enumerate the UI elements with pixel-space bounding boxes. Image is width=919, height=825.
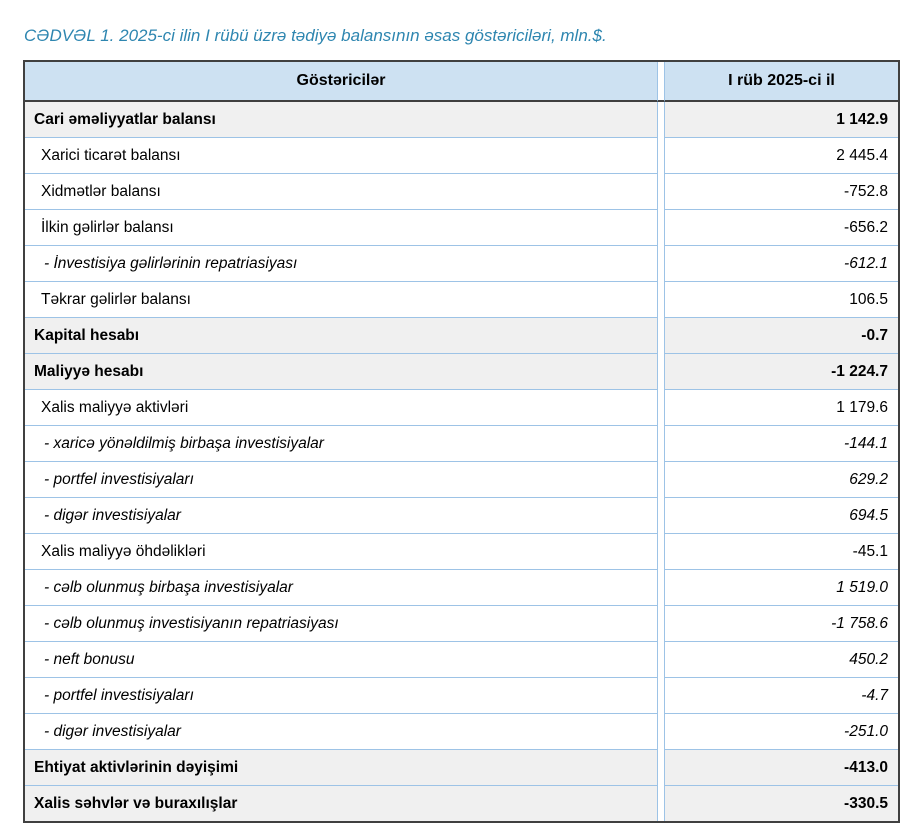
table-row	[25, 462, 898, 498]
row-label: İlkin gəlirlər balansı	[25, 210, 658, 246]
table-row	[25, 786, 898, 821]
row-value: -413.0	[664, 750, 898, 786]
row-value: -612.1	[664, 246, 898, 282]
table-row	[25, 570, 898, 606]
row-value: -4.7	[664, 678, 898, 714]
table-row	[25, 174, 898, 210]
row-value: 2 445.4	[664, 138, 898, 174]
table-header-row	[25, 62, 898, 102]
table-row	[25, 390, 898, 426]
row-label: Ehtiyat aktivlərinin dəyişimi	[25, 750, 658, 786]
table-row	[25, 678, 898, 714]
row-value: 1 519.0	[664, 570, 898, 606]
table-row	[25, 606, 898, 642]
row-value: 1 142.9	[664, 102, 898, 138]
balance-table	[25, 62, 898, 821]
table-row	[25, 102, 898, 138]
table-row	[25, 534, 898, 570]
column-header-period: I rüb 2025-ci il	[664, 62, 898, 102]
row-value: -752.8	[664, 174, 898, 210]
row-label: Təkrar gəlirlər balansı	[25, 282, 658, 318]
table-row	[25, 282, 898, 318]
row-label: Maliyyə hesabı	[25, 354, 658, 390]
table-row	[25, 138, 898, 174]
row-label: - neft bonusu	[25, 642, 658, 678]
page-title: CƏDVƏL 1. 2025-ci ilin I rübü üzrə tədiyə balansının əsas göstəriciləri, mln.$.	[24, 26, 607, 45]
row-label: - xaricə yönəldilmiş birbaşa investisiyalar	[25, 426, 658, 462]
row-label: - portfel investisiyaları	[25, 462, 658, 498]
row-label: Xalis səhvlər və buraxılışlar	[25, 786, 658, 821]
table-row	[25, 354, 898, 390]
row-label: - digər investisiyalar	[25, 714, 658, 750]
row-value: -330.5	[664, 786, 898, 821]
row-value: -251.0	[664, 714, 898, 750]
table-row	[25, 750, 898, 786]
row-value: -144.1	[664, 426, 898, 462]
row-label: Xalis maliyyə öhdəlikləri	[25, 534, 658, 570]
row-label: - cəlb olunmuş investisiyanın repatriasiyası	[25, 606, 658, 642]
row-label: Xalis maliyyə aktivləri	[25, 390, 658, 426]
table-row	[25, 714, 898, 750]
row-value: 694.5	[664, 498, 898, 534]
row-value: 450.2	[664, 642, 898, 678]
row-label: Xarici ticarət balansı	[25, 138, 658, 174]
row-value: -656.2	[664, 210, 898, 246]
table-row	[25, 318, 898, 354]
row-label: - portfel investisiyaları	[25, 678, 658, 714]
row-label: - digər investisiyalar	[25, 498, 658, 534]
row-label: Xidmətlər balansı	[25, 174, 658, 210]
row-value: -45.1	[664, 534, 898, 570]
row-label: - İnvestisiya gəlirlərinin repatriasiyası	[25, 246, 658, 282]
row-label: Kapital hesabı	[25, 318, 658, 354]
row-value: -0.7	[664, 318, 898, 354]
row-value: -1 758.6	[664, 606, 898, 642]
table-row	[25, 426, 898, 462]
table-row	[25, 246, 898, 282]
table-row	[25, 642, 898, 678]
row-value: 1 179.6	[664, 390, 898, 426]
table-row	[25, 498, 898, 534]
row-value: 629.2	[664, 462, 898, 498]
row-label: - cəlb olunmuş birbaşa investisiyalar	[25, 570, 658, 606]
row-value: -1 224.7	[664, 354, 898, 390]
table-row	[25, 210, 898, 246]
column-header-indicators: Göstəricilər	[25, 62, 658, 102]
row-value: 106.5	[664, 282, 898, 318]
row-label: Cari əməliyyatlar balansı	[25, 102, 658, 138]
table-body	[25, 102, 898, 821]
balance-table-wrapper	[23, 60, 900, 823]
